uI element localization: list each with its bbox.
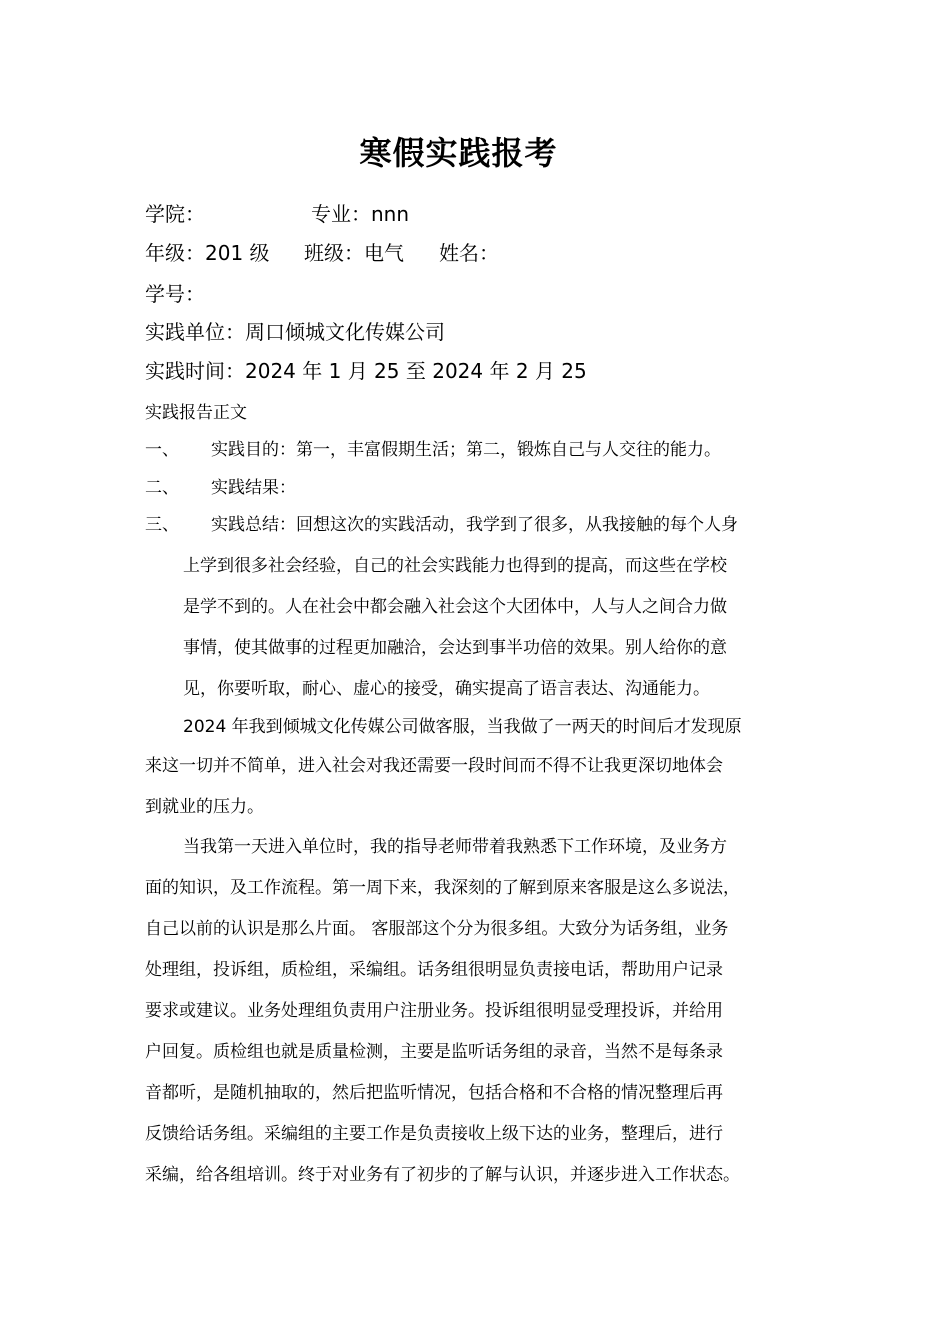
paragraph-line: 音都听，是随机抽取的，然后把监听情况，包括合格和不合格的情况整理后再 [145,1083,723,1103]
paragraph-line: 要求或建议。业务处理组负责用户注册业务。投诉组很明显受理投诉，并给用 [145,1001,723,1021]
paragraph-line: 户回复。质检组也就是质量检测，主要是监听话务组的录音，当然不是每条录 [145,1042,723,1062]
paragraph-line: 当我第一天进入单位时，我的指导老师带着我熟悉下工作环境，及业务方 [183,837,727,857]
paragraph-line: 自己以前的认识是那么片面。 客服部这个分为很多组。大致分为话务组，业务 [145,919,729,939]
practice-unit-field: 实践单位：周口倾城文化传媒公司 [145,320,445,344]
list-text: 实践目的：第一，丰富假期生活；第二，锻炼自己与人交往的能力。 [211,440,721,460]
paragraph-line: 2024 年我到倾城文化传媒公司做客服，当我做了一两天的时间后才发现原 [183,717,742,737]
summary-line: 见，你要听取，耐心、虚心的接受，确实提高了语言表达、沟通能力。 [183,679,710,699]
paragraph-line: 处理组，投诉组，质检组，采编组。话务组很明显负责接电话，帮助用户记录 [145,960,723,980]
paragraph-line: 来这一切并不简单，进入社会对我还需要一段时间而不得不让我更深切地体会 [145,756,723,776]
class-field: 班级：电气 [304,241,404,265]
practice-time-field: 实践时间：2024 年 1 月 25 至 2024 年 2 月 25 [145,359,587,383]
paragraph-line: 面的知识，及工作流程。第一周下来，我深刻的了解到原来客服是这么多说法， [145,878,740,898]
paragraph-line: 采编，给各组培训。终于对业务有了初步的了解与认识，并逐步进入工作状态。 [145,1165,740,1185]
body-heading: 实践报告正文 [145,403,247,423]
summary-line: 事情，使其做事的过程更加融洽，会达到事半功倍的效果。别人给你的意 [183,638,727,658]
list-text: 实践结果： [211,478,296,498]
paragraph-line: 反馈给话务组。采编组的主要工作是负责接收上级下达的业务，整理后，进行 [145,1124,723,1144]
list-number: 一、 [145,440,179,460]
list-text: 实践总结：回想这次的实践活动，我学到了很多，从我接触的每个人身 [211,515,738,535]
summary-line: 上学到很多社会经验，自己的社会实践能力也得到的提高，而这些在学校 [183,556,727,576]
major-field: 专业：nnn [311,202,410,226]
list-number: 三、 [145,515,179,535]
list-number: 二、 [145,478,179,498]
summary-line: 是学不到的。人在社会中都会融入社会这个大团体中，人与人之间合力做 [183,597,727,617]
document-title: 寒假实践报考 [359,134,558,172]
college-label: 学院： [145,202,205,226]
student-id-field: 学号： [145,282,205,306]
paragraph-line: 到就业的压力。 [145,797,264,817]
name-field: 姓名： [439,241,499,265]
grade-field: 年级：201 级 [145,241,270,265]
